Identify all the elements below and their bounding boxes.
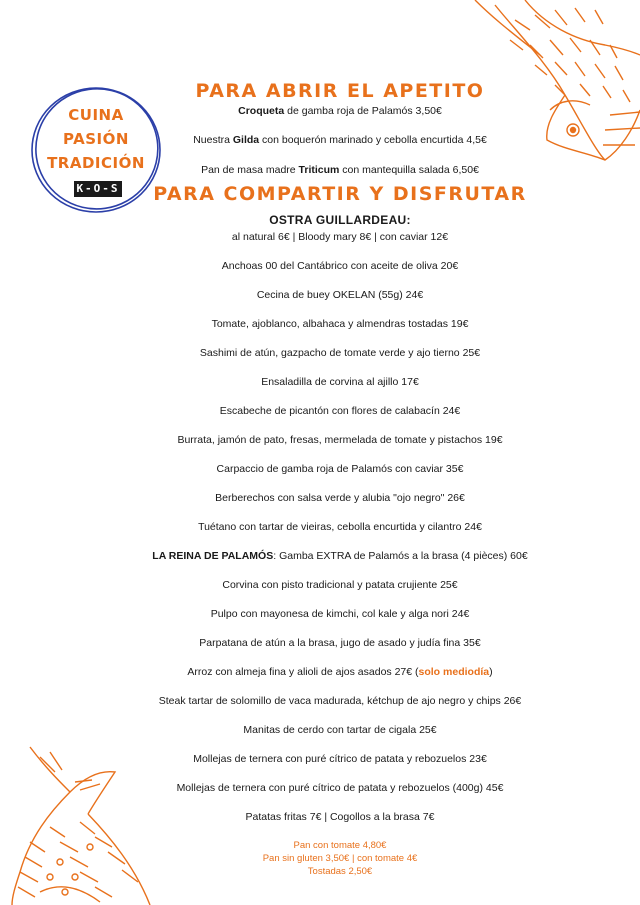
item-note: solo mediodía (418, 666, 490, 678)
stamp-brand-logo: K-O-S (74, 181, 122, 197)
item-prefix: Pan de masa madre (201, 164, 299, 176)
menu-item: Tomate, ajoblanco, albahaca y almendras tostadas 19€ (211, 318, 469, 330)
item-detail: de gamba roja de Palamós 3,50€ (284, 105, 442, 117)
menu-item: Parpatana de atún a la brasa, jugo de asado y judía fina 35€ (199, 637, 481, 649)
menu-item: Manitas de cerdo con tartar de cigala 25€ (243, 724, 437, 736)
menu-item-croqueta (120, 104, 560, 118)
bread-item: Pan sin gluten 3,50€ | con tomate 4€ (262, 853, 418, 864)
menu-item: Corvina con pisto tradicional y patata crujiente 25€ (222, 579, 458, 591)
item-name: LA REINA DE PALAMÓS (152, 550, 274, 562)
menu-item: Mollejas de ternera con puré cítrico de patata y rebozuelos (400g) 45€ (176, 782, 504, 794)
menu-item: Patatas fritas 7€ | Cogollos a la brasa 7€ (245, 811, 435, 823)
stamp-line-1: CUINA (68, 106, 124, 124)
bread-item: Tostadas 2,50€ (307, 866, 373, 877)
item-name: Croqueta (238, 105, 285, 117)
item-detail: con mantequilla salada 6,50€ (339, 164, 479, 176)
item-close: ) (489, 666, 493, 678)
menu-item: Carpaccio de gamba roja de Palamós con caviar 35€ (216, 463, 464, 475)
menu-item: Escabeche de picantón con flores de calabacín 24€ (219, 405, 461, 417)
menu-item: Mollejas de ternera con puré cítrico de patata y rebozuelos 23€ (193, 753, 487, 765)
stamp-line-2: PASIÓN (63, 130, 129, 148)
section-title-compartir: PARA COMPARTIR Y DISFRUTAR (153, 183, 527, 205)
item-detail: con boquerón marinado y cebolla encurtida 4,5€ (259, 134, 487, 146)
item-detail: : Gamba EXTRA de Palamós a la brasa (4 pièces) 60€ (273, 550, 528, 562)
item-detail: Arroz con almeja fina y alioli de ajos asados 27€ ( (187, 666, 419, 678)
item-name: Triticum (298, 164, 340, 176)
section-title-aperitivo: PARA ABRIR EL APETITO (195, 80, 485, 102)
menu-item-arroz (120, 665, 560, 679)
menu-item: Anchoas 00 del Cantábrico con aceite de oliva 20€ (221, 260, 459, 272)
ostra-title: OSTRA GUILLARDEAU: (269, 213, 411, 227)
menu-item: Berberechos con salsa verde y alubia "ojo negro" 26€ (215, 492, 465, 504)
menu-item: Sashimi de atún, gazpacho de tomate verde y ajo tierno 25€ (199, 347, 481, 359)
bread-item: Pan con tomate 4,80€ (293, 840, 387, 851)
item-prefix: Nuestra (193, 134, 233, 146)
menu-item: Pulpo con mayonesa de kimchi, col kale y alga nori 24€ (210, 608, 470, 620)
menu-item: Burrata, jamón de pato, fresas, mermelada de tomate y pistachos 19€ (177, 434, 503, 446)
ostra-options: al natural 6€ | Bloody mary 8€ | con caviar 12€ (231, 231, 449, 243)
menu-item: Cecina de buey OKELAN (55g) 24€ (256, 289, 424, 301)
item-name: Gilda (232, 134, 260, 146)
menu-item: Tuétano con tartar de vieiras, cebolla encurtida y cilantro 24€ (198, 521, 482, 533)
menu-item-reina (120, 549, 560, 563)
menu-item: Steak tartar de solomillo de vaca madurada, kétchup de ajo negro y chips 26€ (158, 695, 522, 707)
menu-item: Ensaladilla de corvina al ajillo 17€ (261, 376, 419, 388)
menu-item-pan (120, 163, 560, 177)
menu-item-gilda (120, 133, 560, 147)
stamp-line-3: TRADICIÓN (47, 154, 145, 172)
